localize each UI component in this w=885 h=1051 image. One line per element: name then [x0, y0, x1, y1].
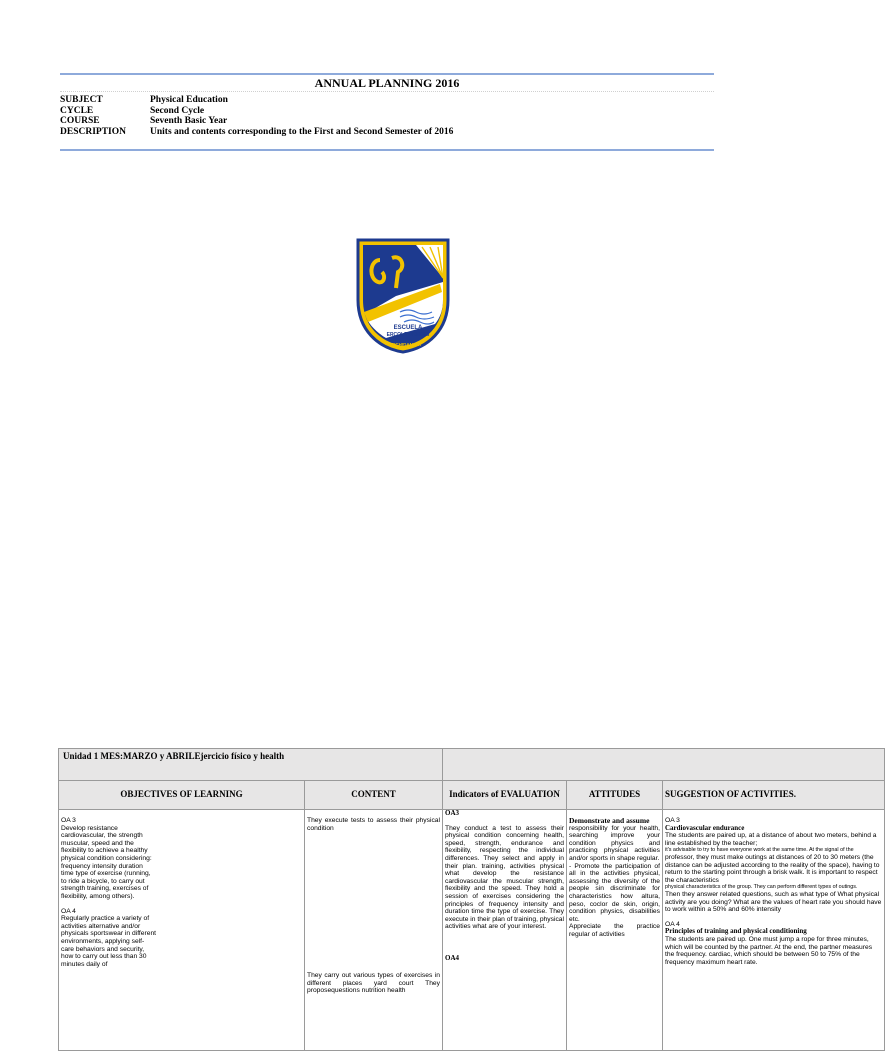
unit-row-empty	[443, 749, 885, 781]
logo-text-line2: ERCOLE BENCINI	[386, 332, 430, 338]
activities-p1c: professor, they must make outings at distances of 20 to 30 meters (the distance can be adjusted according to the reality of the space), having to return to the starting point through a brisk walk. It is important to respect the characteristics	[665, 853, 880, 884]
school-crest-logo	[356, 238, 450, 354]
field-course: COURSE Seventh Basic Year	[60, 116, 228, 126]
content-item-1: They execute tests to assess their physical condition	[307, 817, 440, 832]
page-title: ANNUAL PLANNING 2016	[314, 76, 460, 90]
header-attitudes: ATTITUDES	[567, 781, 663, 810]
attitudes-text-1: responsibility for your health, searching improve your condition physics and practicing physical activities and/or sports in shape regular.	[569, 824, 660, 862]
indicators-oa3-label: OA3	[445, 809, 459, 817]
header-objectives: OBJECTIVES OF LEARNING	[59, 781, 305, 810]
activities-p1b: it's advisable to try to have everyone work at the same time. At the signal of the	[665, 847, 854, 854]
bottom-rule	[60, 149, 714, 151]
title-divider	[60, 91, 714, 92]
activities-p1e: Then they answer related questions, such as what type of What physical activity are you doing? What are the values of heart rate you should have to work within a 50% and 60% intensity	[665, 890, 882, 914]
header-row	[59, 781, 885, 810]
objectives-cell	[59, 810, 305, 1051]
content-cell	[305, 810, 443, 1051]
header-indicators: Indicators of EVALUATION	[443, 781, 567, 810]
field-cycle: CYCLE Second Cycle	[60, 105, 205, 116]
attitudes-text-2: - Promote the participation of all in the activities physical, assessing the diversity of the people sin discriminate for characteristics how altura, peso, coclor de skin, origin, condition physics, disabilities etc.	[569, 862, 660, 923]
header-activities: SUGGESTION OF ACTIVITIES.	[663, 781, 885, 810]
indicators-cell	[443, 810, 567, 1051]
field-description: DESCRIPTION Units and contents corresponding to the First and Second Semester of 2016	[60, 126, 454, 137]
activities-oa4-label: OA 4	[665, 920, 680, 928]
oa3-label: OA 3	[61, 817, 76, 824]
activities-p1d: physical characteristics of the group. They can perform different types of outings.	[665, 884, 858, 891]
attitudes-text-3: Appreciate the practice regular of activities	[569, 923, 660, 938]
logo-text-line1: ESCUELA	[393, 325, 423, 331]
unit-row	[59, 749, 885, 781]
activities-oa3-label: OA 3	[665, 817, 680, 824]
logo-text-line3: PICHIDANGUI	[391, 342, 421, 347]
activities-heading-1: Cardiovascular endurance	[665, 823, 745, 832]
field-subject: SUBJECT Physical Education	[60, 95, 228, 105]
activities-cell	[663, 810, 885, 1051]
oa4-text: Regularly practice a variety of activities alternative and/or physicals sportswear in different environments, applying self-care behaviors and security, how to carry out less than 30 minutes daily of	[61, 915, 157, 968]
content-row	[59, 810, 885, 1051]
oa3-text: Develop resistance cardiovascular, the strength muscular, speed and the flexibility to achieve a healthy physical condition considering: frequency intensity duration time type of exercise (running, to ride a bicycle, to carry out strength training, exercises of flexibility, among others).	[61, 824, 152, 900]
activities-p2: The students are paired up. One must jump a rope for three minutes, which will be counted by the partner. At the end, the partner measures the frequency. cardiac, which should be between 50 to 75% of the frequency maximum heart rate.	[665, 935, 873, 966]
attitudes-lead: Demonstrate and assume	[569, 816, 650, 825]
header-fields	[60, 95, 453, 137]
oa4-label: OA 4	[61, 907, 76, 915]
activities-p1a: The students are paired up, at a distance of about two meters, behind a line established by the teacher;	[665, 832, 877, 847]
planning-table	[58, 748, 885, 1051]
unit-title: Unidad 1 MES:MARZO y ABRILEjercicio físico y health	[59, 749, 443, 781]
indicators-text: They conduct a test to assess their physical condition concerning health, speed, strength, endurance and flexibility, respecting the individual differences. They select and apply in their plan. training, activities physical what develop the resistance cardiovascular the muscular strength, flexibility and the speed. They hold a session of exercises considering the principles of frequency intensity and duration time the type of exercise. They execute in their plan of training, physical activities what are of your interest.	[445, 824, 564, 931]
activities-heading-2: Principles of training and physical conditioning	[665, 927, 807, 936]
header-content: CONTENT	[305, 781, 443, 810]
top-rule	[60, 73, 714, 75]
content-item-2: They carry out various types of exercises in different places yard court They proposequestions nutrition health	[307, 972, 440, 995]
indicators-oa4-label: OA4	[445, 953, 459, 962]
attitudes-cell	[567, 810, 663, 1051]
